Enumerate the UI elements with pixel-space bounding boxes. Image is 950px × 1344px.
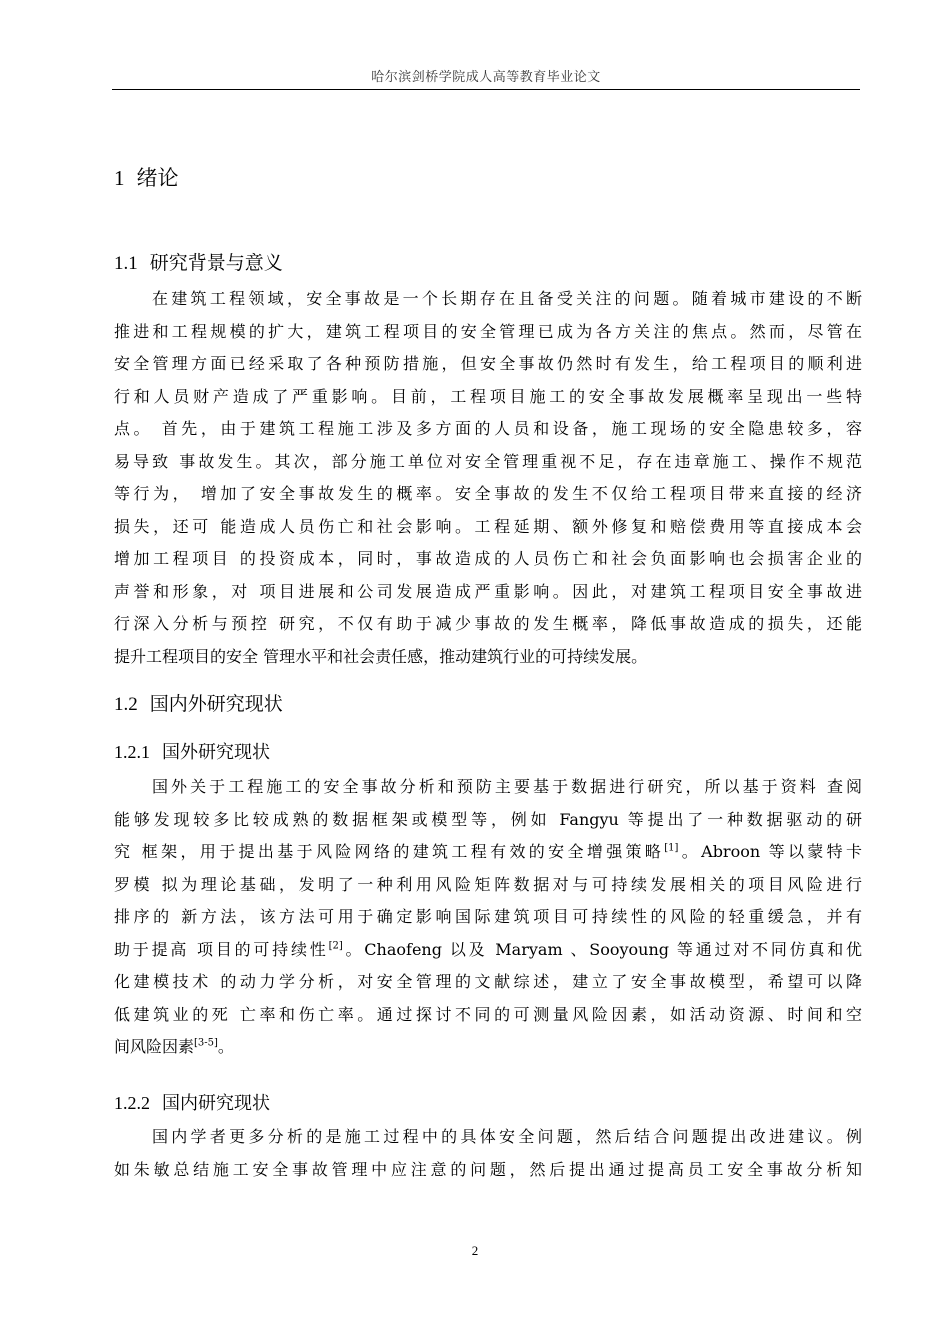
paragraph-line: 易导致 事故发生。其次，部分施工单位对安全管理重视不足，存在违章施工、操作不规范 xyxy=(114,451,862,471)
paragraph-line: 安全管理方面已经采取了各种预防措施，但安全事故仍然时有发生，给工程项目的顺利进 xyxy=(114,354,862,373)
line-text: 助于提高 项目的可持续性 xyxy=(114,939,329,959)
paragraph-line xyxy=(114,1031,862,1064)
paragraph-line: 等行为， 增加了安全事故发生的概率。安全事故的发生不仅给工程项目带来直接的经济 xyxy=(114,484,862,503)
paragraph-line: 如朱敏总结施工安全事故管理中应注意的问题，然后提出通过提高员工安全事故分析知 xyxy=(114,1159,862,1179)
section-1-1-paragraph xyxy=(114,283,862,673)
paragraph-line: 罗模 拟为理论基础，发明了一种利用风险矩阵数据对与可持续发展相关的项目风险进行 xyxy=(114,874,862,894)
subsection-title: 国内研究现状 xyxy=(162,1093,270,1114)
paragraph-line: 推进和工程规模的扩大，建筑工程项目的安全管理已成为各方关注的焦点。然而，尽管在 xyxy=(114,321,862,341)
citation-ref[interactable]: [2] xyxy=(328,940,343,952)
paragraph-line: 损失，还可 能造成人员伤亡和社会影响。工程延期、额外修复和赔偿费用等直接成本会 xyxy=(114,516,862,536)
line-text: 。 xyxy=(217,1037,234,1056)
line-text: 。Chaofeng 以及 Maryam 、Sooyoung 等通过对不同仿真和优 xyxy=(342,939,862,959)
paragraph-line: 点。 首先，由于建筑工程施工涉及多方面的人员和设备，施工现场的安全隐患较多，容 xyxy=(114,419,862,438)
section-1-2-1-paragraph xyxy=(114,771,862,1064)
paragraph-line: 增加工程项目 的投资成本，同时，事故造成的人员伤亡和社会负面影响也会损害企业的 xyxy=(114,549,862,568)
paragraph-line: 提升工程项目的安全 管理水平和社会责任感，推动建筑行业的可持续发展。 xyxy=(114,646,648,666)
paragraph-line xyxy=(114,836,862,869)
line-text: 究 框架，用于提出基于风险网络的建筑工程有效的安全增强策略 xyxy=(114,842,665,861)
paragraph-line: 排序的 新方法，该方法可用于确定影响国际建筑项目可持续性的风险的轻重缓急，并有 xyxy=(114,907,862,926)
page-number: 2 xyxy=(471,1243,479,1258)
section-number: 1.1 xyxy=(114,253,138,274)
paragraph-line: 能够发现较多比较成熟的数据框架或模型等，例如 Fangyu 等提出了一种数据驱动的研 xyxy=(114,809,862,829)
running-header: 哈尔滨剑桥学院成人高等教育毕业论文 xyxy=(371,70,601,85)
paragraph-line xyxy=(114,934,862,967)
section-1-2-heading xyxy=(114,689,283,716)
chapter-number: 1 xyxy=(114,166,125,190)
line-text: 。Abroon 等以蒙特卡 xyxy=(678,842,862,861)
chapter-heading xyxy=(114,162,179,192)
section-1-2-2-paragraph xyxy=(114,1121,862,1186)
paragraph-line: 国内学者更多分析的是施工过程中的具体安全问题，然后结合问题提出改进建议。例 xyxy=(152,1127,862,1146)
subsection-number: 1.2.2 xyxy=(114,1093,150,1113)
header-rule xyxy=(112,89,860,90)
line-text: 间风险因素 xyxy=(114,1037,195,1056)
section-number: 1.2 xyxy=(114,694,138,715)
section-title: 研究背景与意义 xyxy=(149,252,283,274)
paragraph-line: 低建筑业的死 亡率和伤亡率。通过探讨不同的可测量风险因素，如活动资源、时间和空 xyxy=(114,1004,862,1024)
section-1-1-heading xyxy=(114,248,283,275)
paragraph-line: 行深入分析与预控 研究，不仅有助于减少事故的发生概率，降低事故造成的损失，还能 xyxy=(114,614,862,633)
section-1-2-2-heading xyxy=(114,1089,270,1115)
subsection-number: 1.2.1 xyxy=(114,742,150,762)
section-1-2-1-heading xyxy=(114,738,270,764)
paragraph-line: 行和人员财产造成了严重影响。目前，工程项目施工的安全事故发展概率呈现出一些特 xyxy=(114,386,862,406)
paragraph-line: 在建筑工程领域，安全事故是一个长期存在且备受关注的问题。随着城市建设的不断 xyxy=(152,289,862,308)
citation-ref[interactable]: [3-5] xyxy=(194,1037,218,1049)
paragraph-line: 声誉和形象，对 项目进展和公司发展造成严重影响。因此，对建筑工程项目安全事故进 xyxy=(114,581,862,601)
chapter-title: 绪论 xyxy=(136,166,179,190)
citation-ref[interactable]: [1] xyxy=(664,842,679,854)
subsection-title: 国外研究现状 xyxy=(162,742,270,763)
section-title: 国内外研究现状 xyxy=(149,693,283,715)
paragraph-line: 化建模技术 的动力学分析，对安全管理的文献综述，建立了安全事故模型，希望可以降 xyxy=(114,972,862,991)
paragraph-line: 国外关于工程施工的安全事故分析和预防主要基于数据进行研究，所以基于资料 查阅 xyxy=(152,777,862,796)
